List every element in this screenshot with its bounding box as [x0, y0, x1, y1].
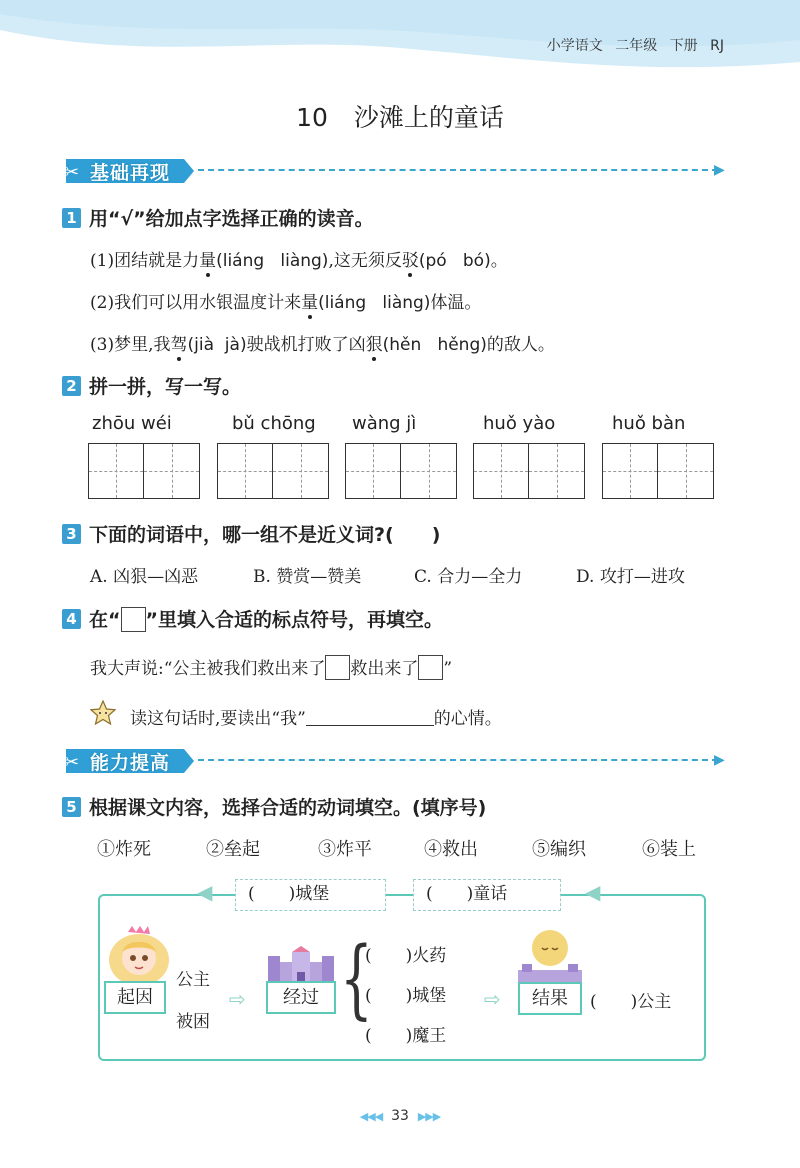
dotted-char: 驾 [170, 330, 187, 355]
q5-option: ④救出 [424, 839, 478, 860]
process-item-gunpowder[interactable]: ( )火药 [365, 946, 447, 966]
q4-head [62, 605, 443, 632]
q2-head [62, 372, 241, 399]
pinyin-label: huǒ yào [483, 413, 556, 434]
pinyin-option[interactable]: jà) [224, 335, 247, 355]
svg-text:✂: ✂ [64, 752, 80, 773]
section-ability-title: 能力提高 [90, 752, 171, 774]
page-number: 33 [391, 1108, 409, 1124]
q5-head [62, 793, 486, 820]
punctuation-box[interactable] [418, 655, 443, 680]
lesson-name: 沙滩上的童话 [353, 103, 504, 132]
castle-illustration [266, 946, 336, 986]
tianzige-group [88, 443, 200, 499]
q3-choice-d[interactable]: D. 攻打—进攻 [576, 567, 685, 587]
process-item-castle[interactable]: ( )城堡 [365, 986, 447, 1006]
cause-text-1: 公主 [176, 970, 210, 990]
q1-line-text: 体温。 [430, 293, 482, 313]
q4-title-post: ”里填入合适的标点符号，再填空。 [145, 609, 443, 631]
moon-illustration [516, 926, 584, 984]
pinyin-label: wàng jì [352, 413, 417, 434]
dotted-char: 量 [199, 246, 216, 271]
dotted-char: 量 [301, 288, 318, 313]
tianzige-group [345, 443, 457, 499]
arrow-left-icon: ◀ [585, 880, 601, 904]
arrow-right-icon: ⇨ [229, 987, 246, 1011]
q5-option: ②垒起 [206, 839, 260, 860]
q3-head [62, 520, 440, 547]
q4-number: 4 [62, 609, 81, 629]
writing-cell[interactable] [273, 444, 328, 498]
writing-cell[interactable] [474, 444, 529, 498]
section-ability [62, 746, 728, 776]
tianzige-group [217, 443, 329, 499]
pinyin-option[interactable]: (jià [187, 335, 214, 355]
q4-sentence-text: 我大声说:“公主被我们救出来了 [90, 659, 326, 679]
q5-option: ③炸平 [318, 839, 372, 860]
writing-cell[interactable] [144, 444, 199, 498]
q1-line-text: 。 [490, 251, 508, 271]
writing-cell[interactable] [89, 444, 144, 498]
arrow-left-icon: ◀ [197, 880, 213, 904]
q5-title: 根据课文内容，选择合适的动词填空。(填序号) [89, 797, 487, 819]
q1-line-1 [90, 246, 508, 271]
punctuation-box[interactable] [325, 655, 350, 680]
section-rule [198, 169, 718, 171]
q4-sentence [90, 654, 452, 680]
q1-line-text: (3)梦里,我 [90, 335, 171, 355]
section-rule [198, 759, 718, 761]
princess-illustration [104, 924, 174, 988]
q1-line-text: 的敌人。 [486, 335, 555, 355]
writing-cell[interactable] [658, 444, 713, 498]
pinyin-label: zhōu wéi [92, 413, 172, 434]
q1-line-2 [90, 288, 481, 313]
q3-title: 下面的词语中，哪一组不是近义词?( ) [89, 524, 441, 546]
lesson-number: 10 [296, 103, 328, 132]
q1-title: 用“√”给加点字选择正确的读音。 [89, 208, 374, 230]
pinyin-option[interactable]: hěng) [437, 335, 487, 355]
answer-blank[interactable] [306, 708, 434, 726]
header-meta [547, 35, 724, 55]
footer-left-arrows-icon: ◀◀◀ [359, 1110, 383, 1123]
pinyin-option[interactable]: liàng) [382, 293, 431, 313]
q3-number: 3 [62, 524, 81, 544]
q3-choice-b[interactable]: B. 赞赏—赞美 [253, 567, 362, 587]
pinyin-option[interactable]: (pó [418, 251, 447, 271]
writing-cell[interactable] [603, 444, 658, 498]
pinyin-option[interactable]: liàng) [280, 251, 329, 271]
stage-result: 结果 [518, 982, 582, 1015]
header-volume: 下册 [669, 38, 698, 54]
fill-box-fairytale[interactable]: ( )童话 [413, 879, 561, 911]
result-text[interactable]: ( )公主 [590, 992, 672, 1012]
header-grade: 二年级 [615, 38, 658, 54]
q4-hint-text: 读这句话时,要读出“我” [130, 709, 306, 729]
q5-option: ⑤编织 [532, 839, 586, 860]
footer-right-arrows-icon: ▶▶▶ [417, 1110, 441, 1123]
pinyin-option[interactable]: (liáng [318, 293, 367, 313]
q2-number: 2 [62, 376, 81, 396]
q4-title-pre: 在“ [89, 609, 121, 631]
dotted-char: 狠 [366, 330, 383, 355]
section-basic [62, 156, 728, 186]
writing-cell[interactable] [401, 444, 456, 498]
brace-symbol: { [340, 929, 373, 1029]
q1-head [62, 204, 374, 231]
q4-sentence-text: ” [443, 659, 453, 679]
tianzige-group [473, 443, 585, 499]
page-footer [0, 1108, 800, 1124]
dotted-char: 驳 [402, 246, 419, 271]
q2-title: 拼一拼，写一写。 [89, 376, 242, 398]
fill-box-castle[interactable]: ( )城堡 [235, 879, 386, 911]
pinyin-option[interactable]: (liáng [216, 251, 265, 271]
q3-choice-a[interactable]: A. 凶狠—凶恶 [90, 567, 199, 587]
stage-cause: 起因 [104, 981, 166, 1014]
section-rule-arrow-icon: ▶ [714, 162, 725, 178]
writing-cell[interactable] [346, 444, 401, 498]
q1-line-text: ,这无须反 [328, 251, 402, 271]
pinyin-label: huǒ bàn [612, 413, 686, 434]
arrow-right-icon: ⇨ [484, 987, 501, 1011]
q1-line-text: (1)团结就是力 [90, 251, 200, 271]
writing-cell[interactable] [218, 444, 273, 498]
writing-cell[interactable] [529, 444, 584, 498]
q4-hint [130, 704, 502, 729]
svg-text:✂: ✂ [64, 162, 80, 183]
q1-line-3 [90, 330, 555, 355]
q5-option: ①炸死 [97, 839, 151, 860]
q4-hint-text: 的心情。 [433, 709, 502, 729]
q3-choice-c[interactable]: C. 合力—全力 [414, 567, 523, 587]
cause-text-2: 被困 [176, 1012, 210, 1032]
star-hint-icon [90, 700, 116, 726]
process-item-demon[interactable]: ( )魔王 [365, 1026, 447, 1046]
q1-number: 1 [62, 208, 81, 228]
lesson-title [0, 98, 800, 134]
header-edition: RJ [710, 38, 724, 54]
pinyin-label: bǔ chōng [232, 413, 316, 434]
header-subject: 小学语文 [546, 38, 603, 54]
pinyin-option[interactable]: bó) [462, 251, 491, 271]
q5-number: 5 [62, 797, 81, 817]
q1-line-text: (2)我们可以用水银温度计来 [90, 293, 302, 313]
q5-option: ⑥装上 [642, 839, 696, 860]
q1-line-text: 驶战机打败了凶 [246, 335, 366, 355]
stage-process: 经过 [266, 981, 336, 1014]
tianzige-group [602, 443, 714, 499]
pinyin-option[interactable]: (hěn [382, 335, 422, 355]
section-rule-arrow-icon: ▶ [714, 752, 725, 768]
q4-sentence-text: 救出来了 [350, 659, 419, 679]
section-basic-title: 基础再现 [90, 162, 171, 184]
punctuation-box-sample [121, 607, 146, 632]
